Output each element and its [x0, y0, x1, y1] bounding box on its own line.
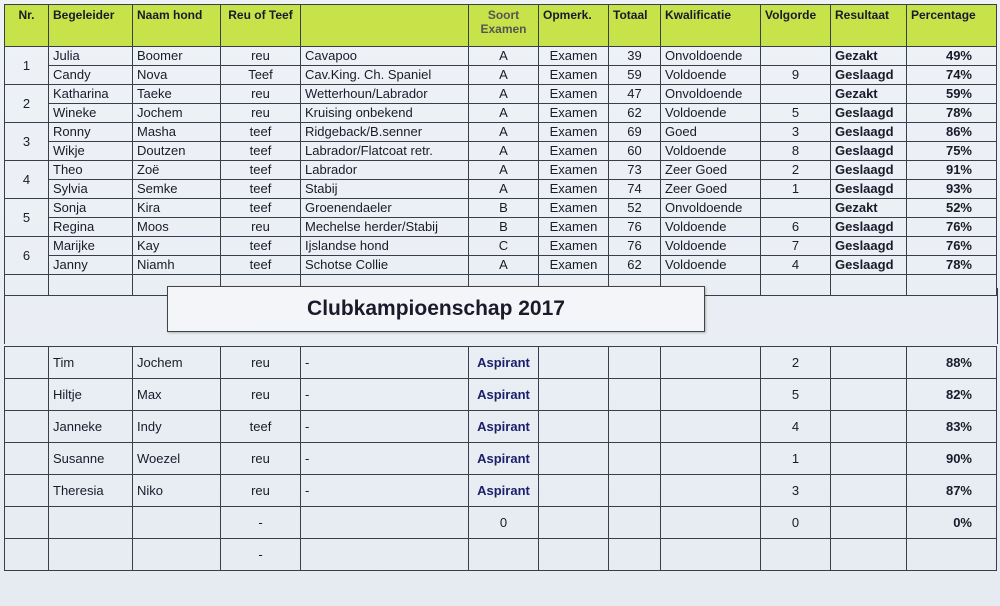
- cell-soort: Aspirant: [469, 347, 539, 379]
- header-totaal: Totaal: [609, 5, 661, 47]
- cell-ras: -: [301, 379, 469, 411]
- empty-cell: [661, 347, 761, 379]
- cell-soort: A: [469, 85, 539, 104]
- cell-hond: Nova: [133, 66, 221, 85]
- cell-soort: A: [469, 104, 539, 123]
- cell-geslacht: teef: [221, 256, 301, 275]
- cell-ras: -: [301, 411, 469, 443]
- cell-hond: Jochem: [133, 347, 221, 379]
- cell-ras: -: [301, 443, 469, 475]
- header-nr: Nr.: [5, 5, 49, 47]
- results-table: [4, 4, 997, 296]
- cell-volgorde: [761, 539, 831, 571]
- aspirant-row: [5, 379, 997, 411]
- cell-geslacht: reu: [221, 379, 301, 411]
- cell-hond: Masha: [133, 123, 221, 142]
- empty-cell: [539, 347, 609, 379]
- cell-pct: 90%: [907, 443, 997, 475]
- header-ras: [301, 5, 469, 47]
- cell-opmerk: Examen: [539, 256, 609, 275]
- empty-cell: [609, 539, 661, 571]
- cell-volgorde: [761, 85, 831, 104]
- cell-hond: Max: [133, 379, 221, 411]
- empty-cell: [5, 507, 49, 539]
- empty-cell: [5, 475, 49, 507]
- empty-cell: [831, 539, 907, 571]
- cell-soort: Aspirant: [469, 443, 539, 475]
- cell-ras: Kruising onbekend: [301, 104, 469, 123]
- cell-kwal: Voldoende: [661, 142, 761, 161]
- table-row: [5, 199, 997, 218]
- empty-cell: [5, 539, 49, 571]
- cell-ras: Wetterhoun/Labrador: [301, 85, 469, 104]
- cell-begeleider: Tim: [49, 347, 133, 379]
- aspirant-row: [5, 347, 997, 379]
- cell-resultaat: Gezakt: [831, 199, 907, 218]
- cell-totaal: 62: [609, 104, 661, 123]
- header-reu-teef: Reu of Teef: [221, 5, 301, 47]
- cell-geslacht: teef: [221, 180, 301, 199]
- cell-begeleider: Regina: [49, 218, 133, 237]
- cell-kwal: Voldoende: [661, 218, 761, 237]
- cell-nr: 6: [5, 237, 49, 275]
- cell-resultaat: Geslaagd: [831, 256, 907, 275]
- cell-pct: 75%: [907, 142, 997, 161]
- cell-ras: Labrador/Flatcoat retr.: [301, 142, 469, 161]
- cell-resultaat: Geslaagd: [831, 218, 907, 237]
- cell-totaal: 76: [609, 218, 661, 237]
- cell-pct: 82%: [907, 379, 997, 411]
- cell-kwal: Zeer Goed: [661, 161, 761, 180]
- cell-hond: [133, 507, 221, 539]
- cell-soort: Aspirant: [469, 379, 539, 411]
- empty-cell: [831, 443, 907, 475]
- aspirant-row: [5, 443, 997, 475]
- cell-soort: 0: [469, 507, 539, 539]
- cell-kwal: Onvoldoende: [661, 199, 761, 218]
- table-row: [5, 104, 997, 123]
- cell-volgorde: 4: [761, 256, 831, 275]
- cell-resultaat: Gezakt: [831, 47, 907, 66]
- cell-opmerk: Examen: [539, 104, 609, 123]
- cell-geslacht: -: [221, 539, 301, 571]
- cell-soort: C: [469, 237, 539, 256]
- cell-begeleider: Julia: [49, 47, 133, 66]
- cell-soort: Aspirant: [469, 475, 539, 507]
- cell-kwal: Voldoende: [661, 237, 761, 256]
- empty-cell: [661, 507, 761, 539]
- empty-cell: [661, 379, 761, 411]
- cell-hond: Indy: [133, 411, 221, 443]
- empty-cell: [831, 507, 907, 539]
- cell-opmerk: Examen: [539, 180, 609, 199]
- cell-hond: Taeke: [133, 85, 221, 104]
- empty-cell: [609, 379, 661, 411]
- cell-geslacht: reu: [221, 218, 301, 237]
- table-row: [5, 218, 997, 237]
- cell-kwal: Zeer Goed: [661, 180, 761, 199]
- cell-opmerk: Examen: [539, 142, 609, 161]
- cell-ras: Stabij: [301, 180, 469, 199]
- cell-volgorde: 3: [761, 123, 831, 142]
- cell-pct: 74%: [907, 66, 997, 85]
- empty-cell: [661, 411, 761, 443]
- cell-geslacht: reu: [221, 47, 301, 66]
- table-row: [5, 47, 997, 66]
- table-row: [5, 256, 997, 275]
- empty-cell: [539, 539, 609, 571]
- cell-begeleider: Candy: [49, 66, 133, 85]
- cell-hond: [133, 539, 221, 571]
- cell-totaal: 69: [609, 123, 661, 142]
- cell-pct: 86%: [907, 123, 997, 142]
- cell-kwal: Onvoldoende: [661, 85, 761, 104]
- cell-kwal: Onvoldoende: [661, 47, 761, 66]
- cell-opmerk: Examen: [539, 218, 609, 237]
- empty-cell: [539, 379, 609, 411]
- cell-pct: 76%: [907, 218, 997, 237]
- banner-title: Clubkampioenschap 2017: [167, 286, 705, 332]
- cell-kwal: Voldoende: [661, 104, 761, 123]
- cell-soort: A: [469, 142, 539, 161]
- header-kwalificatie: Kwalificatie: [661, 5, 761, 47]
- empty-cell: [609, 411, 661, 443]
- cell-begeleider: Marijke: [49, 237, 133, 256]
- cell-pct: 91%: [907, 161, 997, 180]
- header-naam-hond: Naam hond: [133, 5, 221, 47]
- cell-pct: 93%: [907, 180, 997, 199]
- cell-pct: 78%: [907, 256, 997, 275]
- cell-geslacht: teef: [221, 199, 301, 218]
- cell-resultaat: Geslaagd: [831, 123, 907, 142]
- table-row: [5, 142, 997, 161]
- empty-cell: [5, 379, 49, 411]
- cell-begeleider: [49, 539, 133, 571]
- cell-hond: Jochem: [133, 104, 221, 123]
- cell-ras: Cav.King. Ch. Spaniel: [301, 66, 469, 85]
- cell-begeleider: Hiltje: [49, 379, 133, 411]
- cell-ras: Labrador: [301, 161, 469, 180]
- cell-hond: Boomer: [133, 47, 221, 66]
- empty-cell: [661, 443, 761, 475]
- cell-volgorde: 6: [761, 218, 831, 237]
- cell-totaal: 39: [609, 47, 661, 66]
- cell-volgorde: 4: [761, 411, 831, 443]
- cell-ras: Cavapoo: [301, 47, 469, 66]
- cell-totaal: 74: [609, 180, 661, 199]
- cell-geslacht: teef: [221, 123, 301, 142]
- empty-cell: [831, 379, 907, 411]
- cell-nr: 3: [5, 123, 49, 161]
- cell-totaal: 76: [609, 237, 661, 256]
- cell-volgorde: 7: [761, 237, 831, 256]
- cell-volgorde: 3: [761, 475, 831, 507]
- cell-soort: A: [469, 47, 539, 66]
- cell-geslacht: reu: [221, 85, 301, 104]
- header-percentage: Percentage: [907, 5, 997, 47]
- cell-volgorde: 0: [761, 507, 831, 539]
- cell-volgorde: 9: [761, 66, 831, 85]
- cell-hond: Kay: [133, 237, 221, 256]
- cell-totaal: 47: [609, 85, 661, 104]
- cell-kwal: Voldoende: [661, 66, 761, 85]
- cell-hond: Doutzen: [133, 142, 221, 161]
- cell-totaal: 52: [609, 199, 661, 218]
- aspirant-row: [5, 475, 997, 507]
- cell-pct: 49%: [907, 47, 997, 66]
- aspirant-row: [5, 539, 997, 571]
- cell-soort: A: [469, 123, 539, 142]
- cell-nr: 4: [5, 161, 49, 199]
- cell-resultaat: Geslaagd: [831, 66, 907, 85]
- cell-ras: [301, 507, 469, 539]
- empty-cell: [539, 507, 609, 539]
- cell-hond: Moos: [133, 218, 221, 237]
- cell-volgorde: 8: [761, 142, 831, 161]
- cell-ras: -: [301, 475, 469, 507]
- cell-soort: [469, 539, 539, 571]
- cell-pct: 52%: [907, 199, 997, 218]
- cell-soort: A: [469, 256, 539, 275]
- cell-volgorde: 5: [761, 379, 831, 411]
- empty-cell: [5, 411, 49, 443]
- header-opmerk: Opmerk.: [539, 5, 609, 47]
- cell-opmerk: Examen: [539, 161, 609, 180]
- cell-soort: B: [469, 199, 539, 218]
- cell-begeleider: Sylvia: [49, 180, 133, 199]
- empty-cell: [539, 443, 609, 475]
- cell-ras: Mechelse herder/Stabij: [301, 218, 469, 237]
- cell-volgorde: 1: [761, 443, 831, 475]
- cell-volgorde: 2: [761, 161, 831, 180]
- aspirants-table: [4, 346, 997, 571]
- table-row: [5, 237, 997, 256]
- cell-soort: A: [469, 161, 539, 180]
- cell-begeleider: Sonja: [49, 199, 133, 218]
- cell-soort: B: [469, 218, 539, 237]
- cell-resultaat: Gezakt: [831, 85, 907, 104]
- cell-totaal: 59: [609, 66, 661, 85]
- cell-resultaat: Geslaagd: [831, 180, 907, 199]
- cell-geslacht: reu: [221, 475, 301, 507]
- cell-hond: Woezel: [133, 443, 221, 475]
- cell-geslacht: Teef: [221, 66, 301, 85]
- cell-geslacht: -: [221, 507, 301, 539]
- cell-hond: Zoë: [133, 161, 221, 180]
- empty-cell: [661, 475, 761, 507]
- empty-cell: [539, 411, 609, 443]
- empty-cell: [5, 347, 49, 379]
- cell-geslacht: reu: [221, 104, 301, 123]
- empty-cell: [609, 347, 661, 379]
- cell-opmerk: Examen: [539, 237, 609, 256]
- cell-begeleider: Wineke: [49, 104, 133, 123]
- aspirants-body: [5, 347, 997, 571]
- cell-begeleider: [49, 507, 133, 539]
- cell-nr: 5: [5, 199, 49, 237]
- cell-pct: 59%: [907, 85, 997, 104]
- cell-hond: Niko: [133, 475, 221, 507]
- cell-pct: [907, 539, 997, 571]
- cell-totaal: 62: [609, 256, 661, 275]
- header-soort-examen: Soort Examen: [469, 5, 539, 47]
- cell-begeleider: Wikje: [49, 142, 133, 161]
- table-row: [5, 180, 997, 199]
- table-row: [5, 161, 997, 180]
- cell-geslacht: teef: [221, 161, 301, 180]
- empty-cell: [609, 443, 661, 475]
- cell-begeleider: Theresia: [49, 475, 133, 507]
- cell-nr: 2: [5, 85, 49, 123]
- table-row: [5, 85, 997, 104]
- cell-begeleider: Janneke: [49, 411, 133, 443]
- aspirant-row: [5, 507, 997, 539]
- cell-ras: [301, 539, 469, 571]
- cell-pct: 88%: [907, 347, 997, 379]
- cell-pct: 76%: [907, 237, 997, 256]
- cell-ras: Groenendaeler: [301, 199, 469, 218]
- empty-cell: [5, 443, 49, 475]
- empty-cell: [539, 475, 609, 507]
- cell-volgorde: 2: [761, 347, 831, 379]
- results-body: [5, 47, 997, 296]
- cell-opmerk: Examen: [539, 85, 609, 104]
- cell-ras: Ridgeback/B.senner: [301, 123, 469, 142]
- empty-cell: [609, 475, 661, 507]
- cell-hond: Semke: [133, 180, 221, 199]
- empty-cell: [831, 475, 907, 507]
- cell-hond: Niamh: [133, 256, 221, 275]
- cell-soort: A: [469, 66, 539, 85]
- cell-begeleider: Janny: [49, 256, 133, 275]
- header-begeleider: Begeleider: [49, 5, 133, 47]
- cell-geslacht: teef: [221, 411, 301, 443]
- cell-soort: A: [469, 180, 539, 199]
- cell-resultaat: Geslaagd: [831, 237, 907, 256]
- aspirant-row: [5, 411, 997, 443]
- cell-nr: 1: [5, 47, 49, 85]
- cell-pct: 0%: [907, 507, 997, 539]
- cell-volgorde: [761, 199, 831, 218]
- cell-hond: Kira: [133, 199, 221, 218]
- cell-opmerk: Examen: [539, 66, 609, 85]
- cell-resultaat: Geslaagd: [831, 161, 907, 180]
- empty-cell: [831, 347, 907, 379]
- cell-kwal: Goed: [661, 123, 761, 142]
- table-row: [5, 66, 997, 85]
- cell-volgorde: [761, 47, 831, 66]
- header-volgorde: Volgorde: [761, 5, 831, 47]
- cell-ras: Ijslandse hond: [301, 237, 469, 256]
- cell-totaal: 73: [609, 161, 661, 180]
- cell-opmerk: Examen: [539, 123, 609, 142]
- cell-pct: 83%: [907, 411, 997, 443]
- cell-totaal: 60: [609, 142, 661, 161]
- cell-kwal: Voldoende: [661, 256, 761, 275]
- cell-begeleider: Susanne: [49, 443, 133, 475]
- cell-soort: Aspirant: [469, 411, 539, 443]
- empty-cell: [609, 507, 661, 539]
- cell-begeleider: Ronny: [49, 123, 133, 142]
- table-row: [5, 123, 997, 142]
- cell-geslacht: teef: [221, 142, 301, 161]
- header-row: [5, 5, 997, 47]
- cell-pct: 87%: [907, 475, 997, 507]
- cell-geslacht: teef: [221, 237, 301, 256]
- cell-pct: 78%: [907, 104, 997, 123]
- cell-geslacht: reu: [221, 443, 301, 475]
- empty-cell: [661, 539, 761, 571]
- cell-volgorde: 5: [761, 104, 831, 123]
- cell-resultaat: Geslaagd: [831, 104, 907, 123]
- cell-begeleider: Theo: [49, 161, 133, 180]
- empty-cell: [831, 411, 907, 443]
- cell-begeleider: Katharina: [49, 85, 133, 104]
- cell-ras: -: [301, 347, 469, 379]
- cell-opmerk: Examen: [539, 199, 609, 218]
- header-resultaat: Resultaat: [831, 5, 907, 47]
- cell-geslacht: reu: [221, 347, 301, 379]
- cell-volgorde: 1: [761, 180, 831, 199]
- cell-ras: Schotse Collie: [301, 256, 469, 275]
- cell-opmerk: Examen: [539, 47, 609, 66]
- cell-resultaat: Geslaagd: [831, 142, 907, 161]
